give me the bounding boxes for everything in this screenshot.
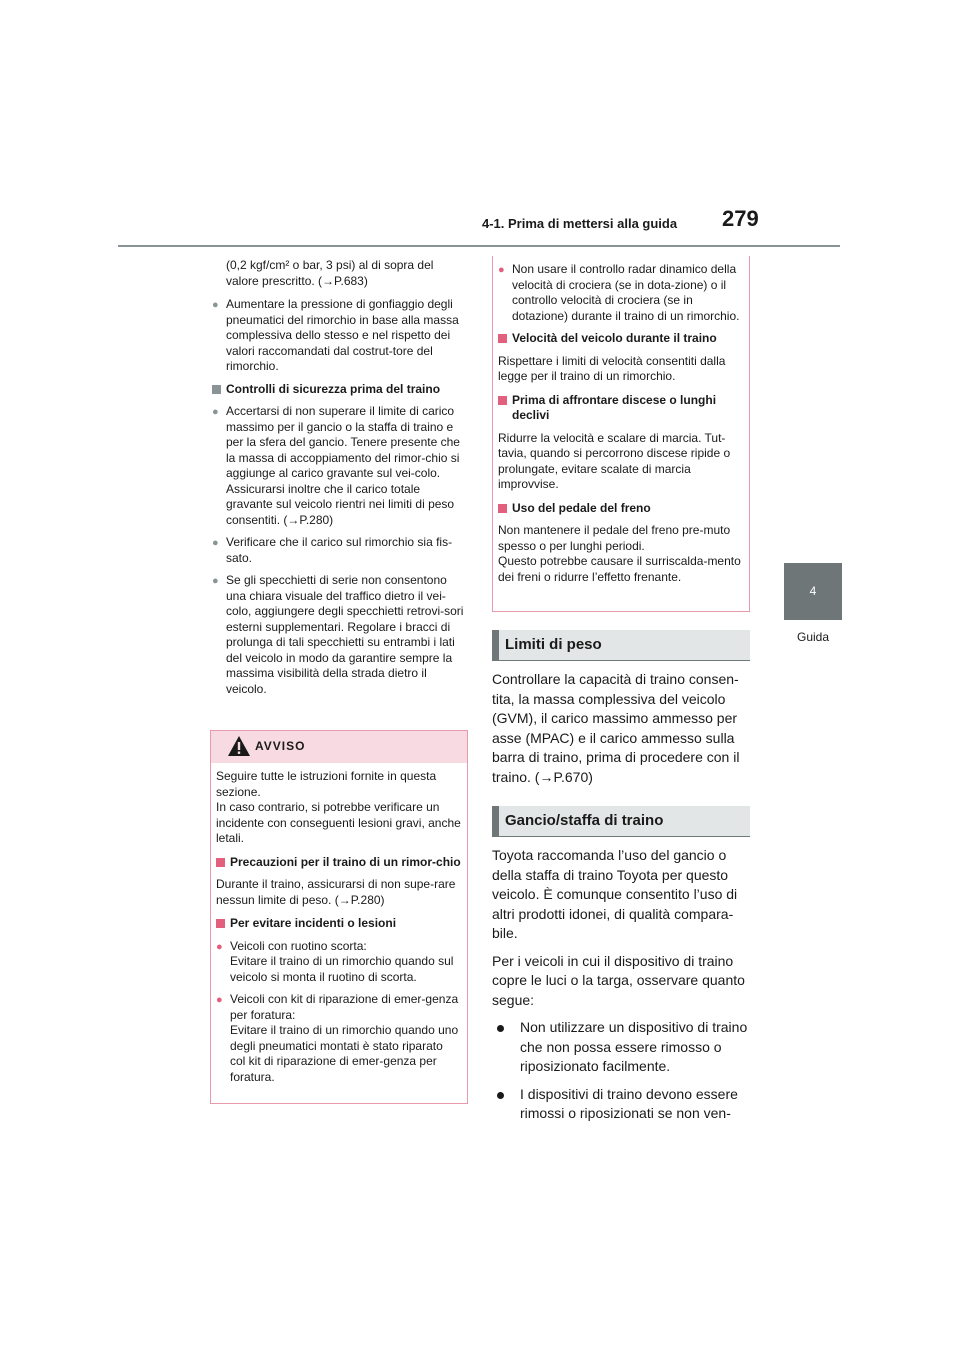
warning-intro: Seguire tutte le istruzioni fornite in questa sezione. In caso contrario, si potrebbe verificare un incidente con conseguenti lesioni gravi, anche letali. [216, 769, 461, 845]
running-header: 4-1. Prima di mettersi alla guida [482, 216, 678, 231]
square-icon [498, 396, 507, 405]
bullet-icon: ● [212, 299, 219, 311]
page-number: 279 [722, 206, 759, 231]
bullet-icon: ● [212, 537, 219, 549]
list-item: ● Se gli specchietti di serie non consentono una chiara visuale del traffico dietro il vei-colo, aggiungere degli specchietti retrovi-sori esterni supplementari. Regolare i bracci di prolunga di tali specchietti su entrambi i lati del veicolo in modo da garantire sempre la massima visibilità della strada dietro il veicolo. [212, 573, 464, 696]
bullet-icon [497, 1025, 504, 1032]
warning-body [211, 763, 467, 1085]
list-item: Non utilizzare un dispositivo di traino che non possa essere rimosso o riposizionato facilmente. [492, 1018, 752, 1077]
warning-icon [227, 735, 251, 757]
bullet-icon [497, 1092, 504, 1099]
bullet-icon: ● [216, 994, 223, 1006]
warning-box [210, 730, 468, 1104]
section-rule [492, 836, 750, 837]
list-item: ● Verificare che il carico sul rimorchio sia fis-sato. [212, 535, 453, 565]
tow-hitch-section [492, 846, 752, 1132]
bullet-icon: ● [212, 575, 219, 587]
list-item: I dispositivi di traino devono essere rimossi o riposizionati se non ven- [492, 1085, 752, 1124]
warning-continuation-box [492, 256, 750, 612]
subheading: Prima di affrontare discese o lunghi declivi [498, 393, 744, 424]
chapter-label: Guida [796, 630, 830, 644]
paragraph: Ridurre la velocità e scalare di marcia. Tut-tavia, quando si percorrono discese ripide o prolungate, evitare scalate di marcia improvvise. [498, 430, 731, 491]
list-item: ● Aumentare la pressione di gonfiaggio degli pneumatici del rimorchio in base alla massa complessiva dello stesso e nel rispetto dei valori raccomandati dal costrut-tore del rimorchio. [212, 297, 459, 373]
paragraph: Durante il traino, assicurarsi di non supe-rare nessun limite di peso. (→P.280) [216, 877, 456, 907]
paragraph: Per i veicoli in cui il dispositivo di traino copre le luci o la targa, osservare quanto segue: [492, 952, 745, 1008]
subheading: Uso del pedale del freno [498, 501, 744, 517]
subheading: Controlli di sicurezza prima del traino [212, 382, 468, 398]
warning-header [211, 731, 467, 763]
subheading: Per evitare incidenti o lesioni [216, 916, 461, 932]
list-item: ● Accertarsi di non superare il limite di carico massimo per il gancio o la staffa di traino e per la sfera del gancio. Tenere presente che la massa di accoppiamento del rimor-chio si aggiunge al carico gravante sul vei-colo. Assicurarsi inoltre che il carico totale gravante sul veicolo rientri nei limiti di peso consentiti. (→P.280) [212, 404, 460, 527]
list-item: ● Veicoli con ruotino scorta: Evitare il traino di un rimorchio quando sul veicolo si monta il ruotino di scorta. [216, 938, 454, 984]
section-heading-weight-limits: Limiti di peso [492, 630, 750, 660]
square-icon [212, 385, 221, 394]
subheading: Precauzioni per il traino di un rimor-chio [216, 855, 461, 871]
bullet-icon: ● [212, 406, 219, 418]
intro-text: (0,2 kgf/cm² o bar, 3 psi) al di sopra del valore prescritto. (→P.683) [226, 258, 434, 288]
subheading: Velocità del veicolo durante il traino [498, 331, 744, 347]
paragraph: Non mantenere il pedale del freno pre-muto spesso o per lunghi periodi. Questo potrebbe causare il surriscalda-mento dei freni o ridurre l’effetto frenante. [498, 523, 741, 584]
paragraph: Toyota raccomanda l’uso del gancio o della staffa di traino Toyota per questo veicolo. È comunque consentito l’uso di altri prodotti idonei, di qualità compara-bile. [492, 847, 738, 941]
warning-label: AVVISO [255, 739, 306, 753]
list-item: ● Non usare il controllo radar dinamico della velocità di crociera (se in dota-zione) o il controllo velocità di crociera (se in dotazione) durante il traino di un rimorchio. [498, 262, 740, 323]
list-item: ● Veicoli con kit di riparazione di emer-genza per foratura: Evitare il traino di un rimorchio quando uno degli pneumatici montati è stato riparato col kit di riparazione di emer-genza per foratura. [216, 992, 459, 1084]
chapter-tab: 4 [784, 563, 842, 620]
paragraph: Rispettare i limiti di velocità consentiti dalla legge per il traino di un rimorchio. [498, 353, 726, 383]
bullet-icon: ● [216, 940, 223, 953]
square-icon [498, 334, 507, 343]
section-rule [492, 660, 750, 661]
square-icon [216, 919, 225, 928]
paragraph: Controllare la capacità di traino consen-tita, la massa complessiva del veicolo (GVM), il carico massimo ammesso per asse (MPAC) e il carico ammesso sulla barra di traino, prima di procedere con il traino. (→P.670) [492, 671, 740, 785]
square-icon [498, 504, 507, 513]
section-heading-tow-hitch: Gancio/staffa di traino [492, 806, 750, 836]
bullet-icon: ● [498, 264, 505, 276]
square-icon [216, 858, 225, 867]
left-column [212, 258, 468, 704]
header-rule [118, 245, 840, 247]
weight-limits-section [492, 670, 752, 795]
